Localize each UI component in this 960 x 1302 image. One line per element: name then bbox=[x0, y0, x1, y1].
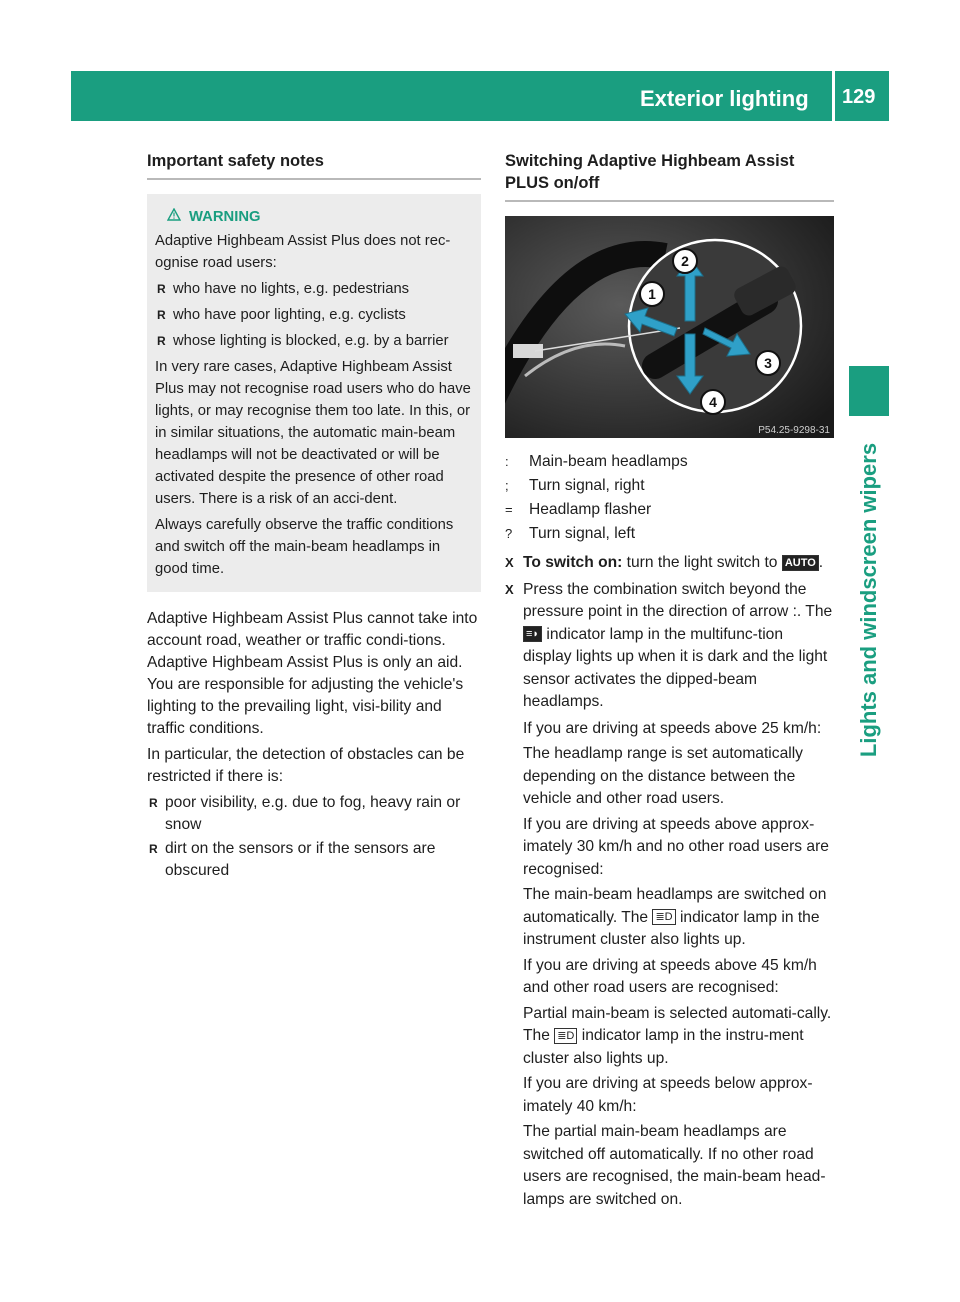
left-column bbox=[147, 150, 481, 886]
bullet-icon: R bbox=[157, 282, 166, 296]
warning-heading: WARNING bbox=[189, 209, 261, 225]
mainbeam-symbol-icon: ≣D bbox=[554, 1028, 577, 1044]
bullet-icon: R bbox=[149, 796, 158, 810]
figure-label: 1 bbox=[648, 286, 656, 302]
list-item: R whose lighting is blocked, e.g. by a barrier bbox=[155, 330, 473, 352]
step-press-switch: X Press the combination switch beyond the pressure point in the direction of arrow :. The ≡◗ indicator lamp in the multifunc-tion display lights up when it is dark and the light sensor activates the dipped-beam headlamps. bbox=[505, 580, 833, 710]
info-paragraph: Partial main-beam is selected automati-cally. The ≣D indicator lamp in the instru-ment cluster also lights up. bbox=[523, 1004, 832, 1067]
figure-label: 3 bbox=[764, 355, 772, 371]
bullet-icon: R bbox=[157, 334, 166, 348]
switching-title: Switching Adaptive Highbeam Assist PLUS on/off bbox=[505, 150, 834, 202]
info-paragraph: If you are driving at speeds above 45 km/h and other road users are recognised: bbox=[523, 956, 817, 996]
step-switch-on: X To switch on: turn the light switch to AUTO . bbox=[505, 552, 834, 575]
legend-item: = Headlamp flasher bbox=[505, 501, 652, 518]
restriction-list bbox=[147, 792, 481, 882]
page-number: 129 bbox=[842, 86, 876, 108]
body-paragraph: In particular, the detection of obstacles can be restricted if there is: bbox=[147, 746, 465, 785]
info-paragraph: The partial main-beam headlamps are switched off automatically. If no other road users are recognised, the main-beam head-lamps are switched on. bbox=[523, 1123, 826, 1208]
warning-intro: Adaptive Highbeam Assist Plus does not rec-ognise road users: bbox=[155, 233, 451, 271]
section-header-title: Exterior lighting bbox=[640, 86, 809, 111]
combination-switch-figure bbox=[505, 216, 834, 438]
switch-illustration bbox=[505, 216, 834, 438]
step-arrow-icon: X bbox=[505, 581, 514, 597]
body-paragraph: Adaptive Highbeam Assist Plus cannot take into account road, weather or traffic condi-tions. Adaptive Highbeam Assist Plus is only an aid. You are responsible for adjusting the vehicle's lighting to the prevailing light, visi-bility and traffic conditions. bbox=[147, 610, 478, 737]
warning-list bbox=[155, 278, 473, 352]
legend-item: ? Turn signal, left bbox=[505, 525, 636, 542]
warning-paragraph: In very rare cases, Adaptive Highbeam Assist Plus may not recognise road users who do have lights, or may recognise them too late. In this, or in similar situations, the automatic main-beam headlamps will not be deactivated or will be activated despite the presence of other road users. There is a risk of an acci-dent. bbox=[155, 359, 471, 507]
auto-symbol-icon: AUTO bbox=[782, 555, 819, 571]
warning-paragraph: Always carefully observe the traffic conditions and switch off the main-beam headlamps in good time. bbox=[155, 517, 454, 577]
list-item: R who have no lights, e.g. pedestrians bbox=[155, 278, 473, 300]
bullet-icon: R bbox=[157, 308, 166, 322]
bullet-icon: R bbox=[149, 842, 158, 856]
figure-label: 2 bbox=[681, 253, 689, 269]
highbeam-assist-symbol-icon: ≡◗ bbox=[523, 626, 542, 642]
warning-triangle-icon bbox=[167, 206, 181, 228]
info-paragraph: The main-beam headlamps are switched on automatically. The ≣D indicator lamp in the instrument cluster also lights up. bbox=[523, 886, 827, 948]
list-item: R who have poor lighting, e.g. cyclists bbox=[155, 304, 473, 326]
chapter-tab-marker bbox=[849, 366, 889, 416]
step-arrow-icon: X bbox=[505, 555, 514, 570]
info-paragraph: If you are driving at speeds above approx-imately 30 km/h and no other road users are recognised: bbox=[523, 815, 829, 878]
figure-code: P54.25-9298-31 bbox=[758, 425, 830, 436]
info-paragraph: If you are driving at speeds below approx-imately 40 km/h: bbox=[523, 1075, 813, 1115]
legend-list bbox=[505, 450, 834, 546]
list-item: R poor visibility, e.g. due to fog, heavy rain or snow bbox=[149, 794, 461, 833]
chapter-side-label: Lights and windscreen wipers bbox=[856, 442, 881, 758]
legend-item: ; Turn signal, right bbox=[505, 477, 645, 494]
list-item: R dirt on the sensors or if the sensors are obscured bbox=[149, 840, 436, 879]
info-paragraph: The headlamp range is set automatically depending on the distance between the vehicle and other road users. bbox=[523, 745, 803, 807]
figure-label: 4 bbox=[709, 394, 717, 410]
warning-box bbox=[147, 194, 481, 592]
header-divider bbox=[832, 71, 835, 121]
safety-notes-title: Important safety notes bbox=[147, 150, 481, 180]
info-paragraph: If you are driving at speeds above 25 km/h: bbox=[523, 719, 822, 737]
legend-item: : Main-beam headlamps bbox=[505, 453, 688, 470]
right-column bbox=[505, 150, 834, 1214]
mainbeam-symbol-icon: ≣D bbox=[652, 909, 675, 925]
